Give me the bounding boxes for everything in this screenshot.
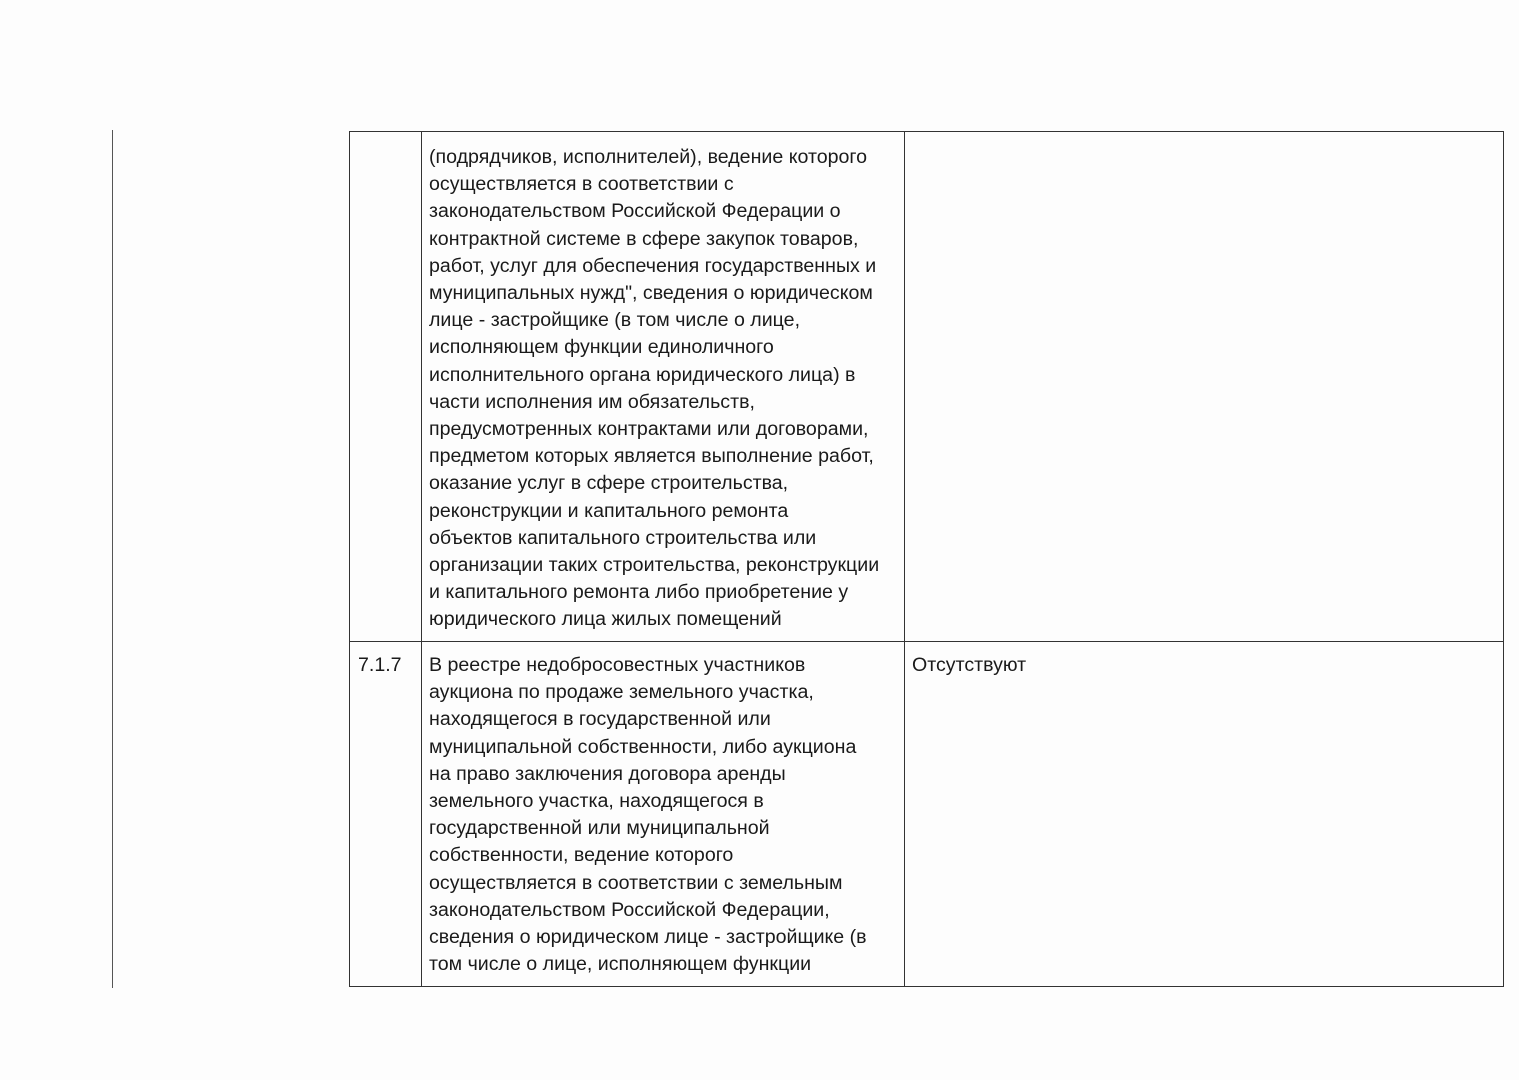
- description-line: и капитального ремонта либо приобретение у: [429, 581, 849, 604]
- description-line: лице - застройщике (в том числе о лице,: [429, 309, 801, 332]
- description-line: контрактной системе в сфере закупок товаров,: [429, 227, 859, 250]
- description-line: части исполнения им обязательств,: [429, 390, 755, 413]
- description-line: предметом которых является выполнение работ,: [429, 445, 874, 468]
- description-line: законодательством Российской Федерации,: [429, 898, 830, 921]
- description-line: на право заключения договора аренды: [429, 762, 786, 785]
- description-line: аукциона по продаже земельного участка,: [429, 681, 814, 704]
- row-number-cell: 7.1.7: [350, 642, 422, 987]
- description-line: собственности, ведение которого: [429, 844, 734, 867]
- description-line: юридического лица жилых помещений: [429, 608, 782, 631]
- value-cell: [905, 132, 1504, 642]
- description-line: находящегося в государственной или: [429, 708, 771, 731]
- description-line: осуществляется в соответствии с земельным: [429, 871, 843, 894]
- table-row: [350, 642, 1504, 987]
- info-table: [349, 131, 1504, 987]
- description-line: объектов капитального строительства или: [429, 526, 817, 549]
- margin-rule: [112, 130, 113, 988]
- description-line: земельного участка, находящегося в: [429, 790, 764, 813]
- description-line: исполнительного органа юридического лица) в: [429, 363, 856, 386]
- description-line: осуществляется в соответствии с: [429, 173, 734, 196]
- description-line: муниципальных нужд", сведения о юридическом: [429, 282, 873, 305]
- description-line: работ, услуг для обеспечения государственных и: [429, 254, 877, 277]
- description-line: предусмотренных контрактами или договорами,: [429, 418, 869, 441]
- description-line: В реестре недобросовестных участников: [429, 654, 806, 676]
- row-number-cell: [350, 132, 422, 642]
- description-line: организации таких строительства, реконструкции: [429, 554, 880, 577]
- description-cell: [422, 642, 905, 987]
- table-row: [350, 132, 1504, 642]
- description-line: том числе о лице, исполняющем функции: [429, 953, 812, 976]
- description-line: муниципальной собственности, либо аукциона: [429, 735, 857, 758]
- description-line: законодательством Российской Федерации о: [429, 200, 841, 223]
- description-line: (подрядчиков, исполнителей), ведение которого: [429, 146, 868, 168]
- description-line: сведения о юридическом лице - застройщике (в: [429, 926, 867, 949]
- description-line: реконструкции и капитального ремонта: [429, 499, 789, 522]
- value-cell: Отсутствуют: [905, 642, 1504, 987]
- description-line: государственной или муниципальной: [429, 817, 770, 840]
- description-cell: [422, 132, 905, 642]
- description-line: оказание услуг в сфере строительства,: [429, 472, 789, 495]
- description-line: исполняющем функции единоличного: [429, 336, 774, 359]
